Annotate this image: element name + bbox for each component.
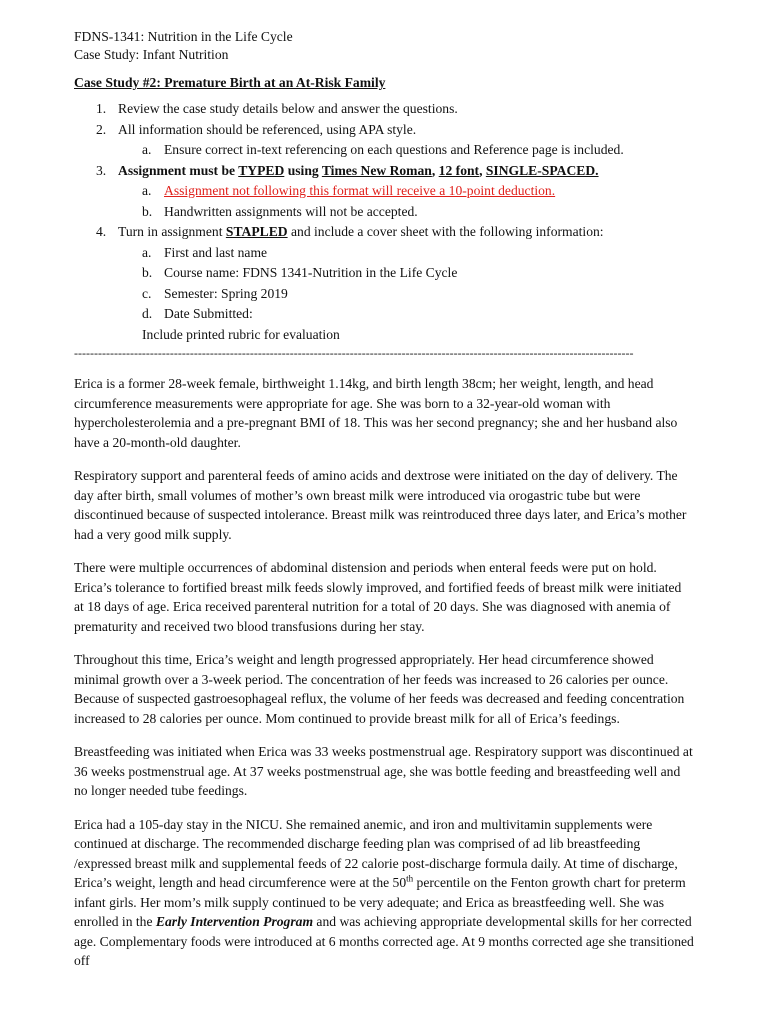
instruction-item-4d: d. Date Submitted: xyxy=(142,306,253,321)
paragraph-4: Throughout this time, Erica’s weight and length progressed appropriately. Her head circumference showed minimal growth over a 3-week period. The concentration of her feeds was increased to 26 calories per ounce. Because of suspected gastroesophageal reflux, the volume of her feeds was decreased and feeding concentration increased to 28 calories per ounce. Mom continued to provide breast milk for all of Erica’s feedings. xyxy=(74,652,685,726)
instruction-item-4c: c. Semester: Spring 2019 xyxy=(142,285,288,301)
paragraph-2: Respiratory support and parenteral feeds of amino acids and dextrose were initiated on the day of delivery. The day after birth, small volumes of mother’s own breast milk were introduced via orogastric tube but were discontinued because of suspected intolerance. Breast milk was reintroduced three days later, and Erica’s mother had a very good milk supply. xyxy=(74,468,687,542)
document-header xyxy=(74,28,694,64)
instruction-item-4b: b. Course name: FDNS 1341-Nutrition in the Life Cycle xyxy=(142,265,458,280)
rubric-note: Include printed rubric for evaluation xyxy=(142,326,340,342)
paragraph-6: Erica had a 105-day stay in the NICU. She remained anemic, and iron and multivitamin supplements were continued at discharge. The recommended discharge feeding plan was comprised of ad lib breastfeeding /expressed breast milk and supplemental feeds of 22 calorie post-discharge formula daily. At time of discharge, Erica’s weight, length and head circumference were at the 50th percentile on the Fenton growth chart for preterm infant girls. Her mom’s milk supply continued to be very adequate; and Erica as breastfeeding well. She was enrolled in the Early Intervention Program and was achieving appropriate developmental skills for her corrected age. Complementary foods were introduced at 6 months corrected age. At 9 months corrected age she transitioned off xyxy=(74,816,694,968)
early-intervention-program: Early Intervention Program xyxy=(155,914,314,929)
instruction-item-1: 1. Review the case study details below and answer the questions. xyxy=(96,101,458,116)
instruction-item-3b: b. Handwritten assignments will not be accepted. xyxy=(142,203,418,219)
instruction-item-4: 4. Turn in assignment STAPLED and include a cover sheet with the following information: xyxy=(96,224,604,239)
case-study-line: Case Study: Infant Nutrition xyxy=(74,47,229,62)
instruction-item-2: 2. All information should be referenced, using APA style. xyxy=(96,121,417,137)
instruction-item-2a: a. Ensure correct in-text referencing on each questions and Reference page is included. xyxy=(142,142,624,157)
paragraph-3: There were multiple occurrences of abdominal distension and periods when enteral feeds were put on hold. Erica’s tolerance to fortified breast milk feeds slowly improved, and fortified feeds of breast milk were initiated at 18 days of age. Erica received parenteral nutrition for a total of 20 days. She was diagnosed with anemia of prematurity and received two blood transfusions during her stay. xyxy=(74,560,682,634)
instructions-list xyxy=(74,99,694,345)
paragraph-5: Breastfeeding was initiated when Erica was 33 weeks postmenstrual age. Respiratory support was discontinued at 36 weeks postmenstrual age. At 37 weeks postmenstrual age, she was bottle feeding and breastfeeding well and no longer needed tube feedings. xyxy=(74,744,693,798)
instruction-item-3a: a. Assignment not following this format will receive a 10-point deduction. xyxy=(142,183,556,198)
paragraph-1: Erica is a former 28-week female, birthweight 1.14kg, and birth length 38cm; her weight, length, and head circumference measurements were appropriate for age. She was born to a 32-year-old woman with hypercholesterolemia and a pre-pregnant BMI of 18. This was her second pregnancy; she and her husband also have a 20-month-old daughter. xyxy=(74,376,678,450)
document-page xyxy=(74,28,694,971)
deduction-warning: Assignment not following this format will receive a 10-point deduction. xyxy=(164,183,556,198)
instruction-item-4a: a. First and last name xyxy=(142,244,268,260)
instruction-item-3: 3. Assignment must be TYPED using Times New Roman, 12 font, SINGLE-SPACED. xyxy=(96,162,599,178)
course-line: FDNS-1341: Nutrition in the Life Cycle xyxy=(74,29,293,44)
separator-line: -------------------------------------------------------------------------------------------------------------------------------------------- xyxy=(74,346,634,360)
case-study-title: Case Study #2: Premature Birth at an At-Risk Family xyxy=(74,75,386,90)
